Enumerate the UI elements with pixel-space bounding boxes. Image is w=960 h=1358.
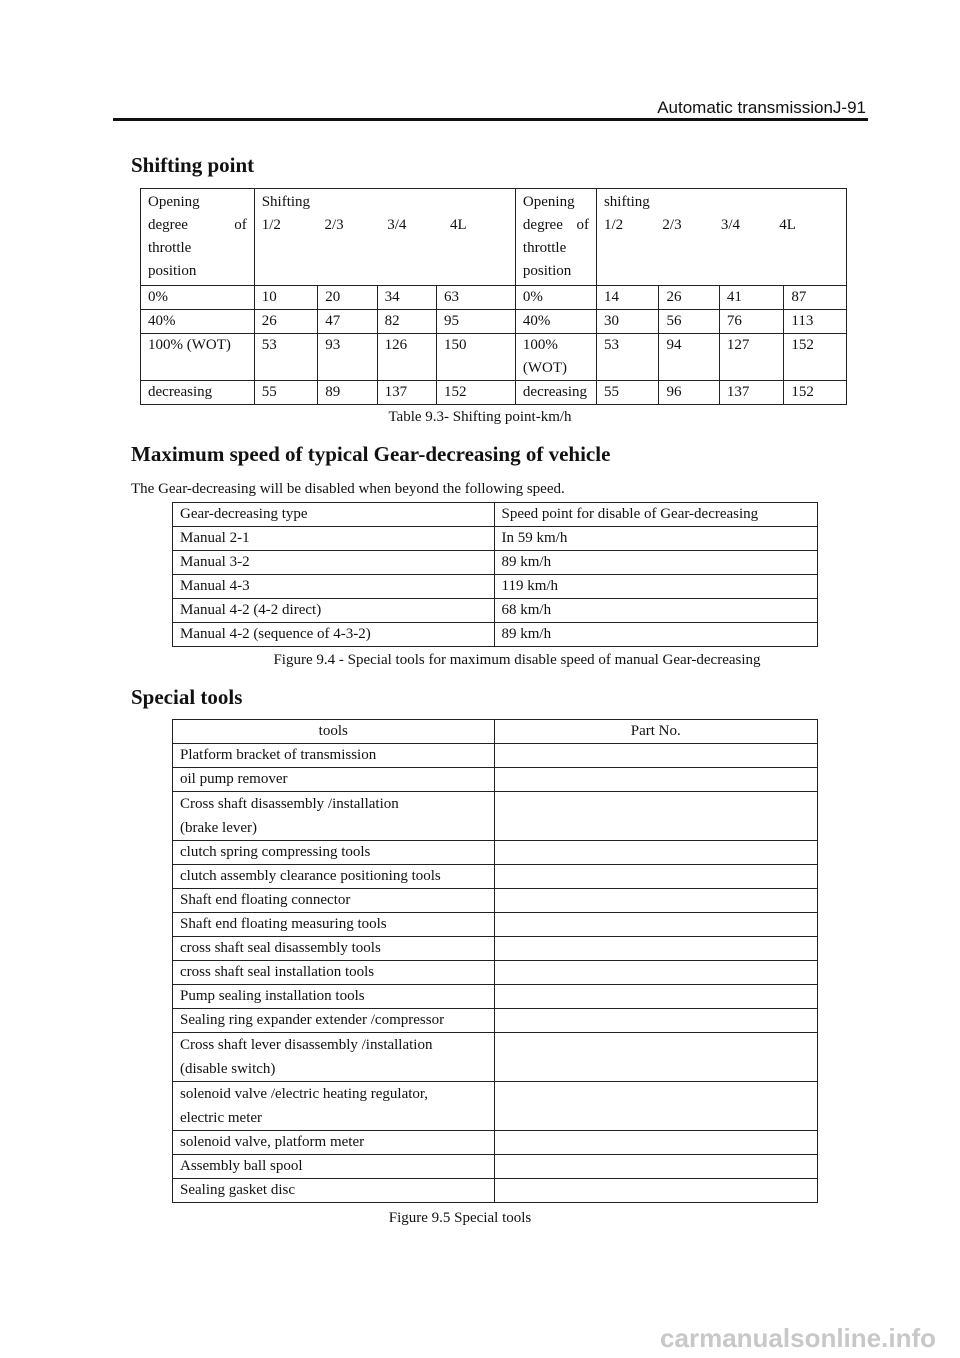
figure-caption: Figure 9.4 - Special tools for maximum disable speed of manual Gear-decreasing <box>273 652 761 668</box>
table-cell: 126 <box>377 334 436 381</box>
shift-col-label: 4L <box>779 217 796 233</box>
table-cell: 152 <box>784 381 847 405</box>
table-cell: 76 <box>719 310 784 334</box>
header-line: degree of <box>522 217 589 233</box>
table-row <box>173 985 818 1009</box>
part-number <box>494 768 817 792</box>
part-number <box>494 841 817 865</box>
table-cell: 14 <box>596 286 658 310</box>
table-row <box>173 1009 818 1033</box>
table-cell: 127 <box>719 334 784 381</box>
table-cell: Manual 2-1 <box>173 527 495 551</box>
page-header: Automatic transmissionJ-91 <box>657 98 866 117</box>
tool-name: Cross shaft lever disassembly /installation (disable switch) <box>173 1033 495 1082</box>
table-cell: 113 <box>784 310 847 334</box>
part-number <box>494 985 817 1009</box>
table-row <box>173 1179 818 1203</box>
tool-name: Assembly ball spool <box>173 1155 495 1179</box>
table-row <box>141 310 847 334</box>
table-row <box>173 599 818 623</box>
table-cell: 40% <box>141 310 255 334</box>
table-cell: 89 <box>318 381 377 405</box>
table-row <box>173 527 818 551</box>
table-cell: 30 <box>596 310 658 334</box>
part-number <box>494 1131 817 1155</box>
part-number <box>494 744 817 768</box>
shift-col-label: 1/2 <box>603 217 624 233</box>
table-cell: 55 <box>596 381 658 405</box>
table-cell: 26 <box>254 310 318 334</box>
table-cell: decreasing <box>141 381 255 405</box>
table-cell: 152 <box>784 334 847 381</box>
header-rule <box>113 118 868 121</box>
table-row <box>173 623 818 647</box>
table-cell: 152 <box>437 381 516 405</box>
left-throttle-header <box>141 189 255 286</box>
table-cell: 94 <box>659 334 719 381</box>
tool-name: clutch assembly clearance positioning tools <box>173 865 495 889</box>
right-throttle-header <box>515 189 596 286</box>
table-cell: 137 <box>719 381 784 405</box>
part-number <box>494 937 817 961</box>
table-cell: 53 <box>254 334 318 381</box>
column-header: Part No. <box>494 720 817 744</box>
tool-name: cross shaft seal installation tools <box>173 961 495 985</box>
part-number <box>494 1033 817 1082</box>
tool-name: clutch spring compressing tools <box>173 841 495 865</box>
table-cell: 95 <box>437 310 516 334</box>
shift-col-label: 2/3 <box>662 217 682 233</box>
table-cell: 20 <box>318 286 377 310</box>
shift-col-label: 3/4 <box>720 217 741 233</box>
table-row <box>141 286 847 310</box>
part-number <box>494 1155 817 1179</box>
table-cell: In 59 km/h <box>494 527 818 551</box>
part-number <box>494 792 817 841</box>
table-cell: 47 <box>318 310 377 334</box>
header-line: Opening <box>148 194 200 210</box>
part-number <box>494 913 817 937</box>
tool-name: oil pump remover <box>173 768 495 792</box>
part-number <box>494 1009 817 1033</box>
table-row <box>173 937 818 961</box>
table-row <box>173 913 818 937</box>
table-row <box>173 575 818 599</box>
table-cell: 0% <box>515 286 596 310</box>
tool-name: Shaft end floating measuring tools <box>173 913 495 937</box>
part-number <box>494 865 817 889</box>
table-row <box>173 1082 818 1131</box>
table-cell: 150 <box>437 334 516 381</box>
table-cell: Manual 4-3 <box>173 575 495 599</box>
table-cell: 40% <box>515 310 596 334</box>
shift-col-label: 1/2 <box>261 217 281 233</box>
header-line: degree of <box>148 217 247 233</box>
part-number <box>494 1179 817 1203</box>
table-cell: 41 <box>719 286 784 310</box>
table-cell: 89 km/h <box>494 623 818 647</box>
table-row <box>173 1131 818 1155</box>
table-cell: 68 km/h <box>494 599 818 623</box>
table-cell: 55 <box>254 381 318 405</box>
section-paragraph: The Gear-decreasing will be disabled when beyond the following speed. <box>131 481 565 497</box>
table-row <box>173 865 818 889</box>
table-cell: Manual 4-2 (4-2 direct) <box>173 599 495 623</box>
shifting-title: shifting <box>603 194 650 210</box>
table-cell: 34 <box>377 286 436 310</box>
shift-col-label: 4L <box>450 217 467 233</box>
table-header-row <box>173 720 818 744</box>
table-row <box>173 1155 818 1179</box>
table-cell: 0% <box>141 286 255 310</box>
section-heading-shifting-point: Shifting point <box>131 153 255 177</box>
tool-name: Platform bracket of transmission <box>173 744 495 768</box>
right-shifting-header <box>596 189 846 286</box>
tool-name: solenoid valve, platform meter <box>173 1131 495 1155</box>
table-cell: 10 <box>254 286 318 310</box>
table-cell: 56 <box>659 310 719 334</box>
table-cell: 82 <box>377 310 436 334</box>
table-row <box>173 841 818 865</box>
header-line: throttle <box>522 240 567 256</box>
section-heading-maximum-speed: Maximum speed of typical Gear-decreasing of vehicle <box>131 442 611 466</box>
table-cell: 100% (WOT) <box>141 334 255 381</box>
table-row <box>141 381 847 405</box>
shifting-point-table <box>140 188 847 405</box>
table-header-row <box>173 503 818 527</box>
table-cell: 53 <box>596 334 658 381</box>
part-number <box>494 1082 817 1131</box>
table-row <box>141 334 847 381</box>
shifting-title: Shifting <box>261 194 311 210</box>
part-number <box>494 889 817 913</box>
table-cell: 137 <box>377 381 436 405</box>
table-cell: 89 km/h <box>494 551 818 575</box>
header-line: Opening <box>522 194 575 210</box>
table-row <box>173 744 818 768</box>
table-header-row <box>141 189 847 286</box>
table-row <box>173 1033 818 1082</box>
table-cell: Manual 3-2 <box>173 551 495 575</box>
column-header: Speed point for disable of Gear-decreasing <box>494 503 818 527</box>
column-header: Gear-decreasing type <box>173 503 495 527</box>
figure-caption: Figure 9.5 Special tools <box>388 1210 532 1226</box>
header-line: position <box>522 263 572 279</box>
section-heading-special-tools: Special tools <box>131 685 243 709</box>
column-header: tools <box>173 720 495 744</box>
table-row <box>173 792 818 841</box>
table-cell: 26 <box>659 286 719 310</box>
watermark: carmanualsonline.info <box>660 1323 936 1353</box>
table-row <box>173 551 818 575</box>
table-row <box>173 889 818 913</box>
tool-name: Sealing gasket disc <box>173 1179 495 1203</box>
table-cell: decreasing <box>515 381 596 405</box>
table-row <box>173 768 818 792</box>
tool-name: Cross shaft disassembly /installation (brake lever) <box>173 792 495 841</box>
left-shifting-header <box>254 189 515 286</box>
part-number <box>494 961 817 985</box>
special-tools-table <box>172 719 818 1203</box>
table-cell: Manual 4-2 (sequence of 4-3-2) <box>173 623 495 647</box>
shift-col-label: 2/3 <box>324 217 344 233</box>
shift-col-label: 3/4 <box>387 217 407 233</box>
table-cell: 93 <box>318 334 377 381</box>
tool-name: cross shaft seal disassembly tools <box>173 937 495 961</box>
tool-name: Sealing ring expander extender /compressor <box>173 1009 495 1033</box>
table-cell: 63 <box>437 286 516 310</box>
table-cell: 87 <box>784 286 847 310</box>
header-line: position <box>148 263 197 279</box>
table-cell: 96 <box>659 381 719 405</box>
header-line: throttle <box>148 240 192 256</box>
tool-name: Shaft end floating connector <box>173 889 495 913</box>
table-row <box>173 961 818 985</box>
table-cell: 119 km/h <box>494 575 818 599</box>
tool-name: Pump sealing installation tools <box>173 985 495 1009</box>
table-cell: 100% (WOT) <box>515 334 596 381</box>
table-caption: Table 9.3- Shifting point-km/h <box>388 409 572 425</box>
tool-name: solenoid valve /electric heating regulator, electric meter <box>173 1082 495 1131</box>
gear-decreasing-table <box>172 502 818 647</box>
